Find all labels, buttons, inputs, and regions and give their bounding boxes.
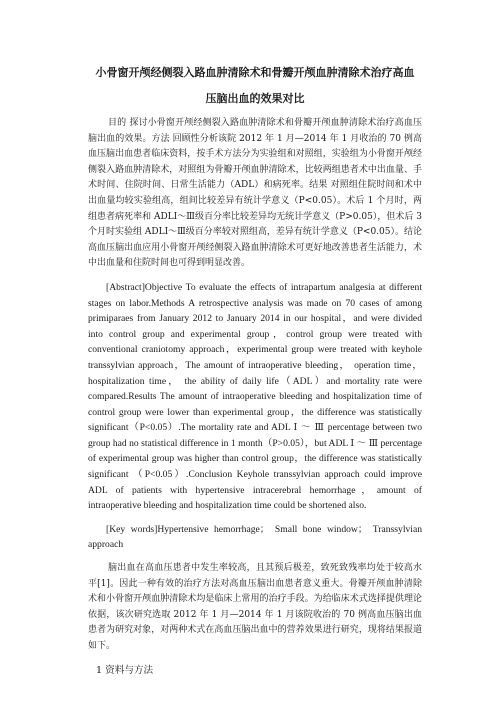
english-keywords: [Key words]Hypertensive hemorrhage； Small bone window； Transsylvian approach xyxy=(88,523,422,551)
paper-title-line-1: 小骨窗开颅经侧裂入路血肿清除术和骨瓣开颅血肿清除术治疗高血 xyxy=(95,66,415,79)
paper-title-line-2: 压脑出血的效果对比 xyxy=(205,92,305,105)
introduction-paragraph: 脑出血在高血压患者中发生率较高，且其预后极差，致死致残率均处于较高水平[1]。因此一种有效的治疗方法对高血压脑出血患者意义重大。骨瓣开颅血肿清除术和小骨窗开颅血肿清除术均是临床上常用的治疗手段。为给临床术式选择提供理论依据，该次研究选取 2012 年 1 月—2014 年 1 月该院收治的 70 例高血压脑出血患者为研究对象，对两种术式在高血压脑出血中的营养效果进行研究，现将结果报道如下。 xyxy=(88,563,422,651)
english-abstract: [Abstract]Objective To evaluate the effects of intrapartum analgesia at different stages on labor.Methods A retrospective analysis was made on 70 cases of among primiparaes from January 2012 to January 2014 in our hospital，and were divided into control group and experimental group，control group were treated with conventional craniotomy approach，experimental group were treated with keyhole transsylvian approach，The amount of intraoperative bleeding， operation time， hospitalization time， the ability of daily life（ADL）and mortality rate were compared.Results The amount of intraoperative bleeding and hospitalization time of control group were lower than experimental group，the difference was statistically significant（P<0.05）.The mortality rate and ADL Ⅰ ～ Ⅲ percentage between two group had no statistical difference in 1 month（P>0.05），but ADL Ⅰ ～ Ⅲ percentage of experimental group was higher than control group，the difference was statistically significant （P<0.05）.Conclusion Keyhole transsylvian approach could improve ADL of patients with hypertensive intracerebral hemorrhage，amount of intraoperative bleeding and hospitalization time could be shortened also. xyxy=(88,281,422,512)
chinese-abstract: 目的 探讨小骨窗开颅经侧裂入路血肿清除术和骨瓣开颅血肿清除术治疗高血压脑出血的效果。方法 回顾性分析该院 2012 年 1 月—2014 年 1 月收治的 70 例高血压脑出血患者临床资料，按手术方法分为实验组和对照组，实验组为小骨窗开颅经侧裂入路血肿清除术，对照组为骨瓣开颅血肿清除术，比较两组患者术中出血量、手术时间、住院时间、日常生活能力（ADL）和病死率。结果 对照组住院时间和术中出血量均较实验组高，组间比较差异有统计学意义（P<0.05）。术后 1 个月时，两组患者病死率和 ADLⅠ～Ⅲ级百分率比较差异均无统计学意义（P>0.05），但术后 3 个月时实验组 ADLⅠ～Ⅲ级百分率较对照组高，差异有统计学意义（P<0.05）。结论 高血压脑出血应用小骨窗开颅经侧裂入路血肿清除术可更好地改善患者生活能力，术中出血量和住院时间也可得到明显改善。 xyxy=(88,118,422,269)
section-heading-materials-methods: 1 资料与方法 xyxy=(96,664,154,676)
